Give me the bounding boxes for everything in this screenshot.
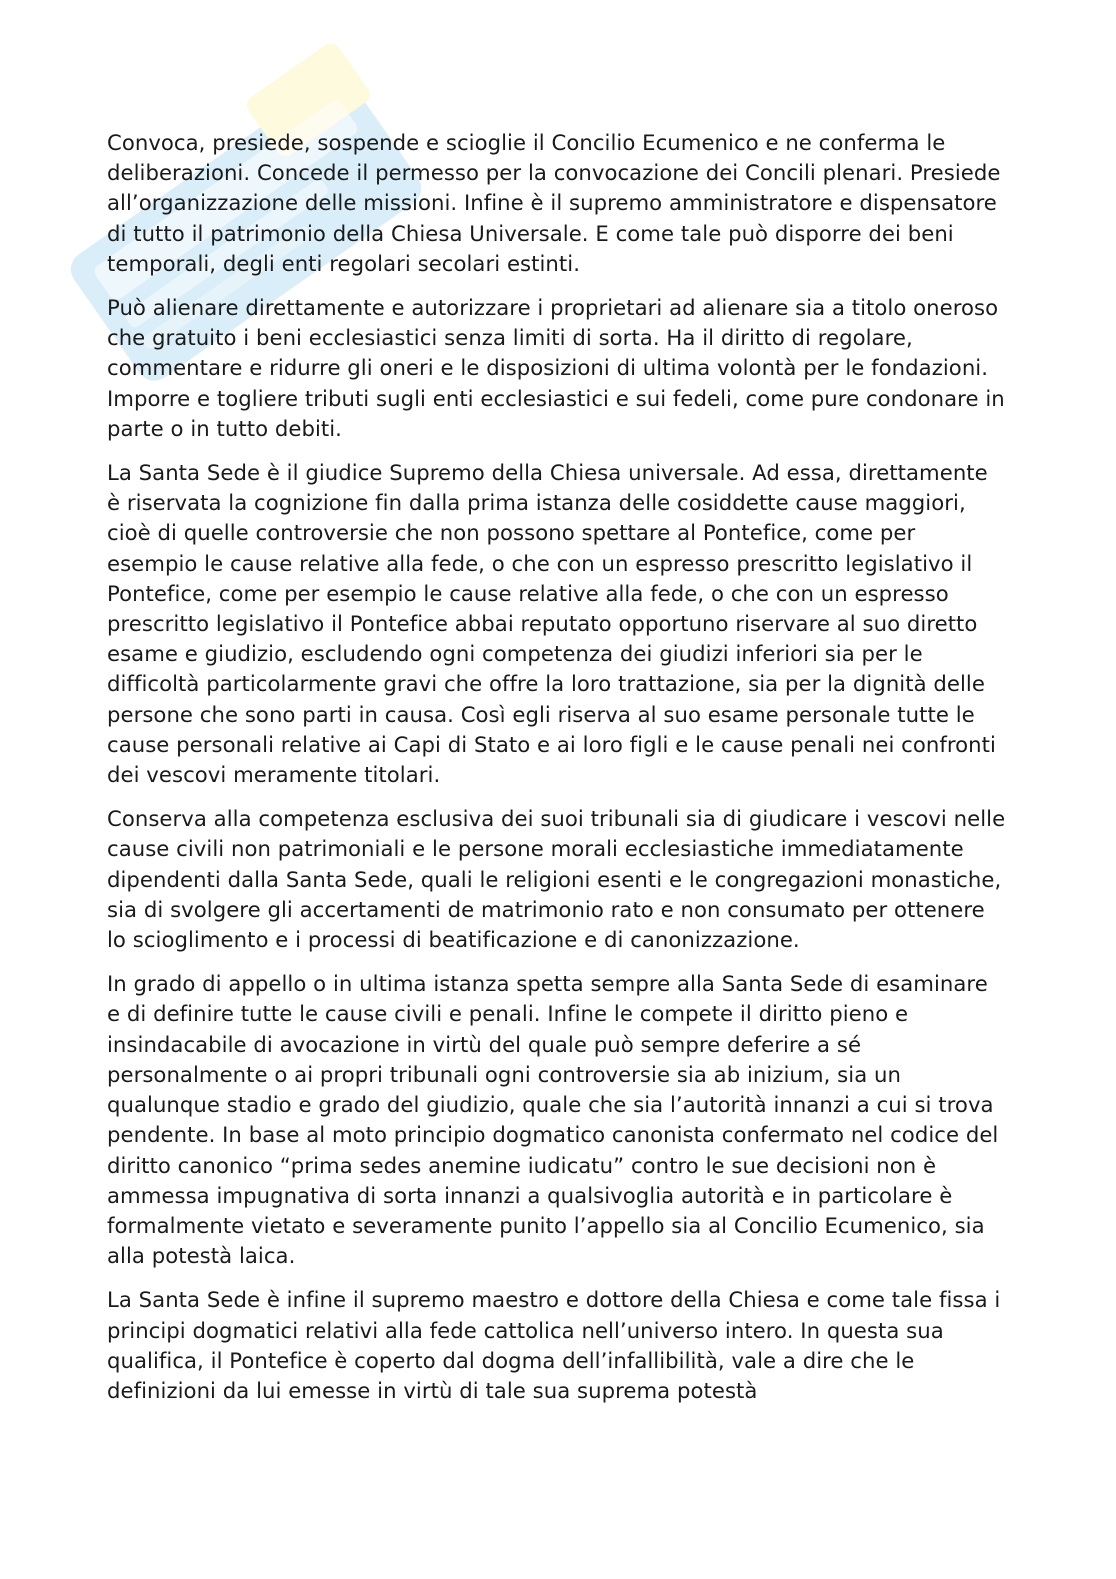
document-body [107, 128, 1007, 1420]
paragraph-5: In grado di appello o in ultima istanza spetta sempre alla Santa Sede di esaminare e di definire tutte le cause civili e penali. Infine le compete il diritto pieno e insindacabile di avocazione in virtù del quale può sempre deferire a sé personalmente o ai propri tribunali ogni controversie sia ab inizium, sia un qualunque stadio e grado del giudizio, quale che sia l’autorità innanzi a cui si trova pendente. In base al moto principio dogmatico canonista confermato nel codice del diritto canonico “prima sedes anemine iudicatu” contro le sue decisioni non è ammessa impugnativa di sorta innanzi a qualsivoglia autorità e in particolare è formalmente vietato e severamente punito l’appello sia al Concilio Ecumenico, sia alla potestà laica. [107, 971, 999, 1269]
paragraph-4: Conserva alla competenza esclusiva dei suoi tribunali sia di giudicare i vescovi nelle cause civili non patrimoniali e le persone morali ecclesiastiche immediatamente dipendenti dalla Santa Sede, quali le religioni esenti e le congregazioni monastiche, sia di svolgere gli accertamenti de matrimonio rato e non consumato per ottenere lo scioglimento e i processi di beatificazione e di canonizzazione. [107, 806, 1006, 953]
paragraph-1: Convoca, presiede, sospende e scioglie il Concilio Ecumenico e ne conferma le deliberazioni. Concede il permesso per la convocazione dei Concili plenari. Presiede all’organizzazione delle missioni. Infine è il supremo amministratore e dispensatore di tutto il patrimonio della Chiesa Universale. E come tale può disporre dei beni temporali, degli enti regolari secolari estinti. [107, 130, 1001, 276]
paragraph-3: La Santa Sede è il giudice Supremo della Chiesa universale. Ad essa, direttamente è riservata la cognizione fin dalla prima istanza delle cosiddette cause maggiori, cioè di quelle controversie che non possono spettare al Pontefice, come per esempio le cause relative alla fede, o che con un espresso prescritto legislativo il Pontefice, come per esempio le cause relative alla fede, o che con un espresso prescritto legislativo il Pontefice abbai reputato opportuno riservare al suo diretto esame e giudizio, escludendo ogni competenza dei giudizi inferiori sia per le difficoltà particolarmente gravi che offre la loro trattazione, sia per la dignità delle persone che sono parti in causa. Così egli riserva al suo esame personale tutte le cause personali relative ai Capi di Stato e ai loro figli e le cause penali nei confronti dei vescovi meramente titolari. [107, 460, 996, 788]
paragraph-6: La Santa Sede è infine il supremo maestro e dottore della Chiesa e come tale fissa i principi dogmatici relativi alla fede cattolica nell’universo intero. In questa sua qualifica, il Pontefice è coperto dal dogma dell’infallibilità, vale a dire che le definizioni da lui emesse in virtù di tale sua suprema potestà [107, 1287, 1001, 1403]
paragraph-2: Può alienare direttamente e autorizzare i proprietari ad alienare sia a titolo oneroso che gratuito i beni ecclesiastici senza limiti di sorta. Ha il diritto di regolare, commentare e ridurre gli oneri e le disposizioni di ultima volontà per le fondazioni. Imporre e togliere tributi sugli enti ecclesiastici e sui fedeli, come pure condonare in parte o in tutto debiti. [107, 295, 1005, 441]
